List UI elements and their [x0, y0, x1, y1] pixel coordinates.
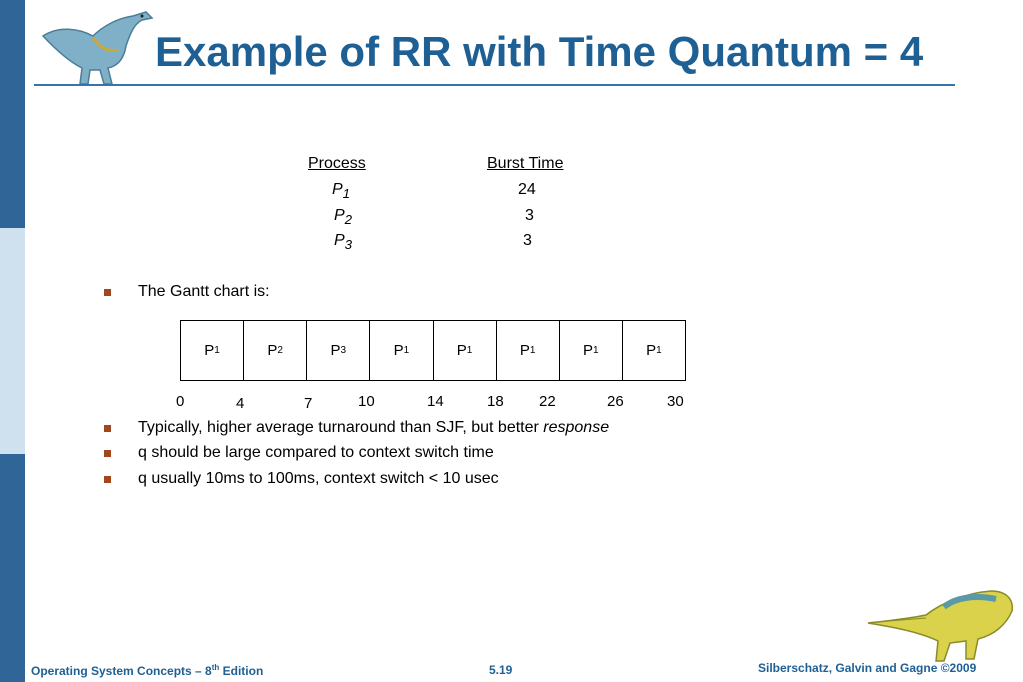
bullet-icon: [104, 476, 111, 483]
gantt-cell: P 1: [181, 321, 244, 380]
burst-time-header: Burst Time: [487, 155, 564, 172]
bullet-icon: [104, 450, 111, 457]
bullet-icon: [104, 425, 111, 432]
bullet-icon: [104, 289, 111, 296]
bullet-text: Typically, higher average turnaround than SJF, but better response: [138, 419, 610, 436]
footer-copyright: Silberschatz, Galvin and Gagne ©2009: [758, 661, 977, 675]
gantt-cell: P 2: [244, 321, 307, 380]
bullet-text: The Gantt chart is:: [138, 283, 270, 300]
title-divider: [34, 84, 955, 86]
gantt-tick: 14: [427, 393, 444, 410]
footer-page-number: 5.19: [489, 663, 513, 677]
bullet-text: q should be large compared to context switch time: [138, 444, 494, 461]
bullet-text: q usually 10ms to 100ms, context switch < 10 usec: [138, 470, 499, 487]
process-name: $P_1$: [332, 181, 351, 202]
gantt-tick: 30: [667, 393, 684, 410]
dinosaur-illustration-icon: [866, 585, 1016, 665]
burst-value: 3: [525, 207, 534, 224]
gantt-tick: 0: [176, 393, 185, 410]
process-header: Process: [308, 155, 366, 172]
gantt-tick: 10: [358, 393, 375, 410]
gantt-tick: 7: [304, 395, 313, 412]
slide-title: Example of RR with Time Quantum = 4: [155, 28, 924, 75]
dinosaur-logo-icon: [38, 6, 158, 88]
footer-book-title: Operating System Concepts – 8th Edition: [31, 663, 264, 678]
sidebar-highlight: [0, 228, 25, 454]
gantt-cell: P 1: [434, 321, 497, 380]
burst-value: 24: [518, 181, 536, 198]
gantt-chart: [180, 320, 686, 381]
gantt-cell: P 1: [646, 342, 662, 359]
gantt-cell: P 3: [307, 321, 370, 380]
gantt-tick: 22: [539, 393, 556, 410]
gantt-cell: P 1: [370, 321, 433, 380]
process-name: $P_2$: [334, 207, 353, 228]
burst-value: 3: [523, 232, 532, 249]
gantt-cell: P 1: [560, 321, 623, 380]
gantt-tick: 4: [236, 395, 245, 412]
gantt-tick: 26: [607, 393, 624, 410]
process-name: $P_3$: [334, 232, 353, 253]
gantt-cell: P 1: [497, 321, 560, 380]
gantt-tick: 18: [487, 393, 504, 410]
